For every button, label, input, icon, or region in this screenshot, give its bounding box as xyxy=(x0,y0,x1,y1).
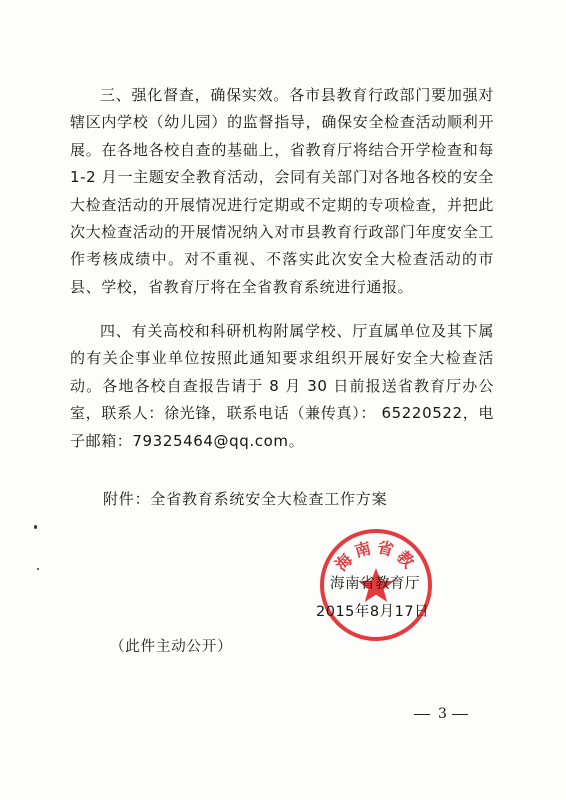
page-number-value: 3 xyxy=(438,706,447,722)
paragraph-four-text: 四、有关高校和科研机构附属学校、厅直属单位及其下属的有关企事业单位按照此通知要求组织开展好安全大检查活动。各地各校自查报告请于 8 月 30 日前报送省教育厅办公室，联系人：徐光锋，联系电话（兼传真）： 65220522，电子邮箱：79325464@qq.com。 xyxy=(70,322,494,450)
paragraph-three-text: 三、强化督查，确保实效。各市县教育行政部门要加强对辖区内学校（幼儿园）的监督指导，确保安全检查活动顺利开展。在各地各校自查的基础上，省教育厅将结合开学检查和每 1-2 月一主题安全教育活动，会同有关部门对各地各校的安全大检查活动的开展情况进行定期或不定期的专项检查，并把此次大检查活动的开展情况纳入对市县教育行政部门年度安全工作考核成绩中。对不重视、不落实此次安全大检查活动的市县、学校，省教育厅将在全省教育系统进行通报。 xyxy=(70,86,494,296)
scan-speck xyxy=(34,525,37,529)
scan-speck xyxy=(37,568,39,570)
disclosure-note: （此件主动公开） xyxy=(110,639,233,655)
issuer-name: 海南省教育厅 xyxy=(330,576,420,592)
seal-text-path: 海南省教 xyxy=(331,537,421,575)
page-number-dash-right xyxy=(452,714,468,715)
issue-date: 2015年8月17日 xyxy=(316,604,430,620)
attachment-line: 附件：全省教育系统安全大检查工作方案 xyxy=(103,490,388,508)
paragraph-four xyxy=(70,318,494,455)
paragraph-three xyxy=(70,82,494,301)
page-number-dash-left xyxy=(414,714,430,715)
